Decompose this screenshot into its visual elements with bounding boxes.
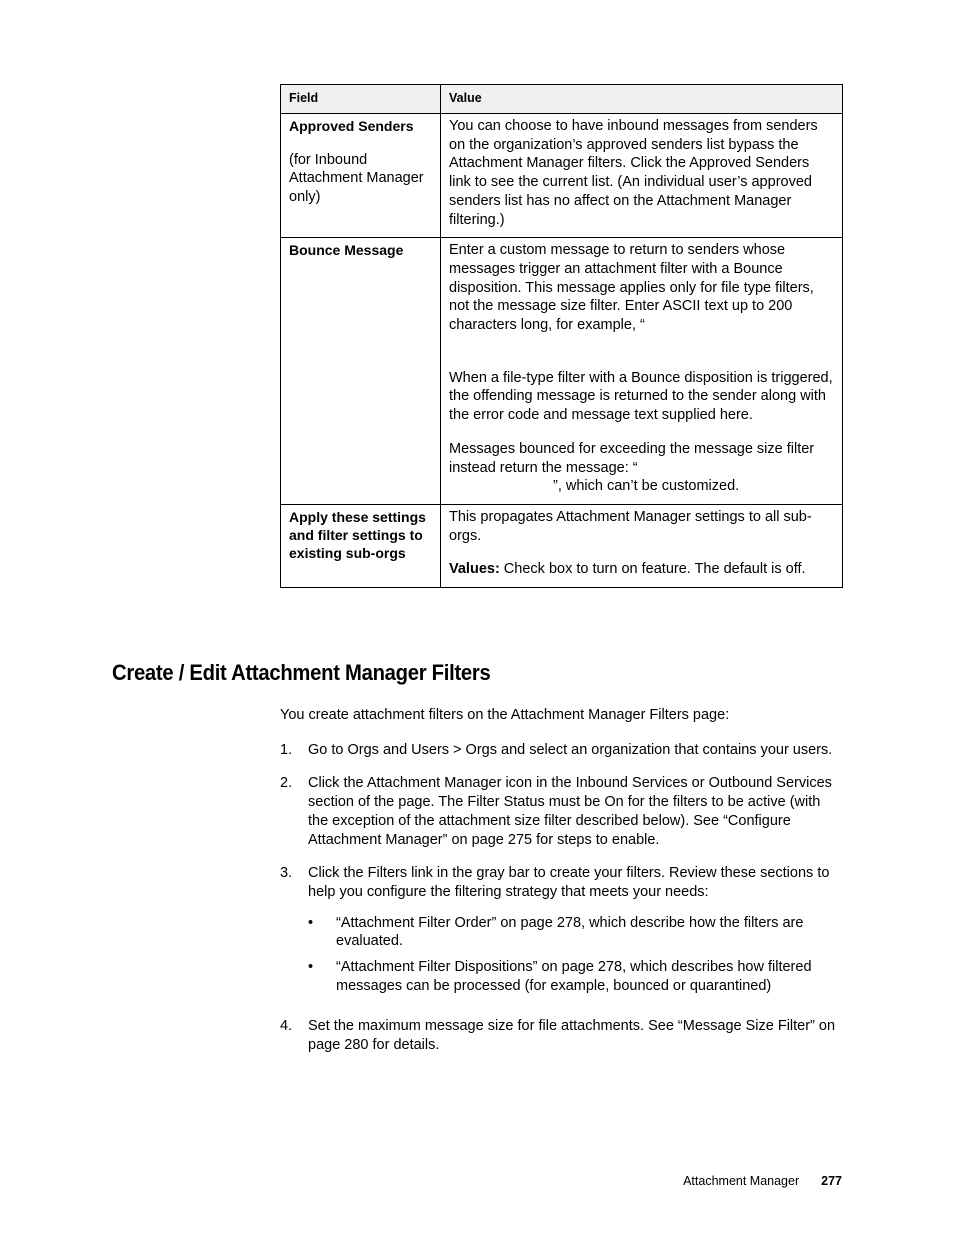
footer-chapter: Attachment Manager <box>683 1174 800 1188</box>
table-row-apply-sub-orgs <box>281 504 843 587</box>
step-text: Go to Orgs and Users > Orgs and select an organization that contains your users. <box>308 741 833 758</box>
step-text: Click the Filters link in the gray bar to create your filters. Review these sections to help you configure the filtering strategy that meets your needs: <box>308 865 830 900</box>
bullet-text: “Attachment Filter Dispositions” on page 278, which describes how filtered messages can be processed (for example, bounced or quarantined) <box>336 959 812 994</box>
field-name-apply-sub-orgs: Apply these settings and filter settings to existing sub-orgs <box>281 504 441 587</box>
apply-sub-orgs-description: This propagates Attachment Manager settings to all sub-orgs. <box>449 508 812 544</box>
step-number: 2. <box>280 775 293 792</box>
step-text: Set the maximum message size for file attachments. See “Message Size Filter” on page 280 for details. <box>308 1018 836 1054</box>
step-text: Click the Attachment Manager icon in the Inbound Services or Outbound Services section of the page. The Filter Status must be On for the filters to be active (with the exception of the attachment size filter described below). See “Configure Attachment Manager” on page 275 for steps to enable. <box>308 775 832 848</box>
step-number: 3. <box>280 865 293 882</box>
value-cell <box>441 114 843 238</box>
step-item <box>280 741 844 760</box>
bullet-mark: • <box>308 959 314 976</box>
page-footer <box>600 1174 842 1188</box>
bullet-list <box>308 914 844 996</box>
values-text: Check box to turn on feature. The default is off. <box>499 561 806 578</box>
step-body <box>308 864 844 1002</box>
step-item <box>280 1017 844 1054</box>
field-value-table <box>280 84 843 588</box>
bullet-text: “Attachment Filter Order” on page 278, which describe how the filters are evaluated. <box>336 914 804 950</box>
bullet-item <box>308 958 844 995</box>
bounce-message-paragraph-2: When a file-type filter with a Bounce disposition is triggered, the offending message is returned to the sender along with the error code and message text supplied here. <box>449 369 833 424</box>
section-body <box>280 706 844 1070</box>
steps-list <box>280 741 844 1055</box>
page-number: 277 <box>821 1174 842 1188</box>
values-label: Values: <box>449 561 500 578</box>
field-name-approved-senders: Approved Senders <box>289 118 414 134</box>
approved-senders-description: You can choose to have inbound messages from senders on the organization’s approved senders list bypass the Attachment Manager filters. Click the Approved Senders link to see the current list. (An individual user’s approved senders list has no affect on the Attachment Manager filtering.) <box>449 118 818 228</box>
field-note-approved-senders: (for Inbound Attachment Manager only) <box>289 151 424 206</box>
bullet-item <box>308 914 844 951</box>
section-heading: Create / Edit Attachment Manager Filters <box>112 660 491 685</box>
value-cell <box>441 238 843 505</box>
intro-paragraph: You create attachment filters on the Attachment Manager Filters page: <box>280 707 730 723</box>
step-item <box>280 864 844 1002</box>
table-row-bounce-message <box>281 238 843 505</box>
bounce-message-paragraph-3-end: ”, which can’t be customized. <box>553 478 740 495</box>
field-name-bounce-message: Bounce Message <box>281 238 441 505</box>
field-cell <box>281 114 441 238</box>
bounce-message-paragraph-3: Messages bounced for exceeding the message size filter instead return the message: “ <box>449 440 815 476</box>
table-row-approved-senders <box>281 114 843 238</box>
value-column-header: Value <box>441 85 843 114</box>
value-cell <box>441 504 843 587</box>
step-item <box>280 774 844 849</box>
field-column-header: Field <box>281 85 441 114</box>
apply-sub-orgs-values <box>449 560 834 579</box>
table-header-row <box>281 85 843 114</box>
step-number: 1. <box>280 741 293 758</box>
bounce-message-paragraph-1: Enter a custom message to return to senders whose messages trigger an attachment filter with a Bounce disposition. This message applies only for file type filters, not the message size filter. Enter ASCII text up to 200 characters long, for example, “ <box>449 242 814 334</box>
bullet-mark: • <box>308 914 314 931</box>
step-number: 4. <box>280 1018 293 1035</box>
